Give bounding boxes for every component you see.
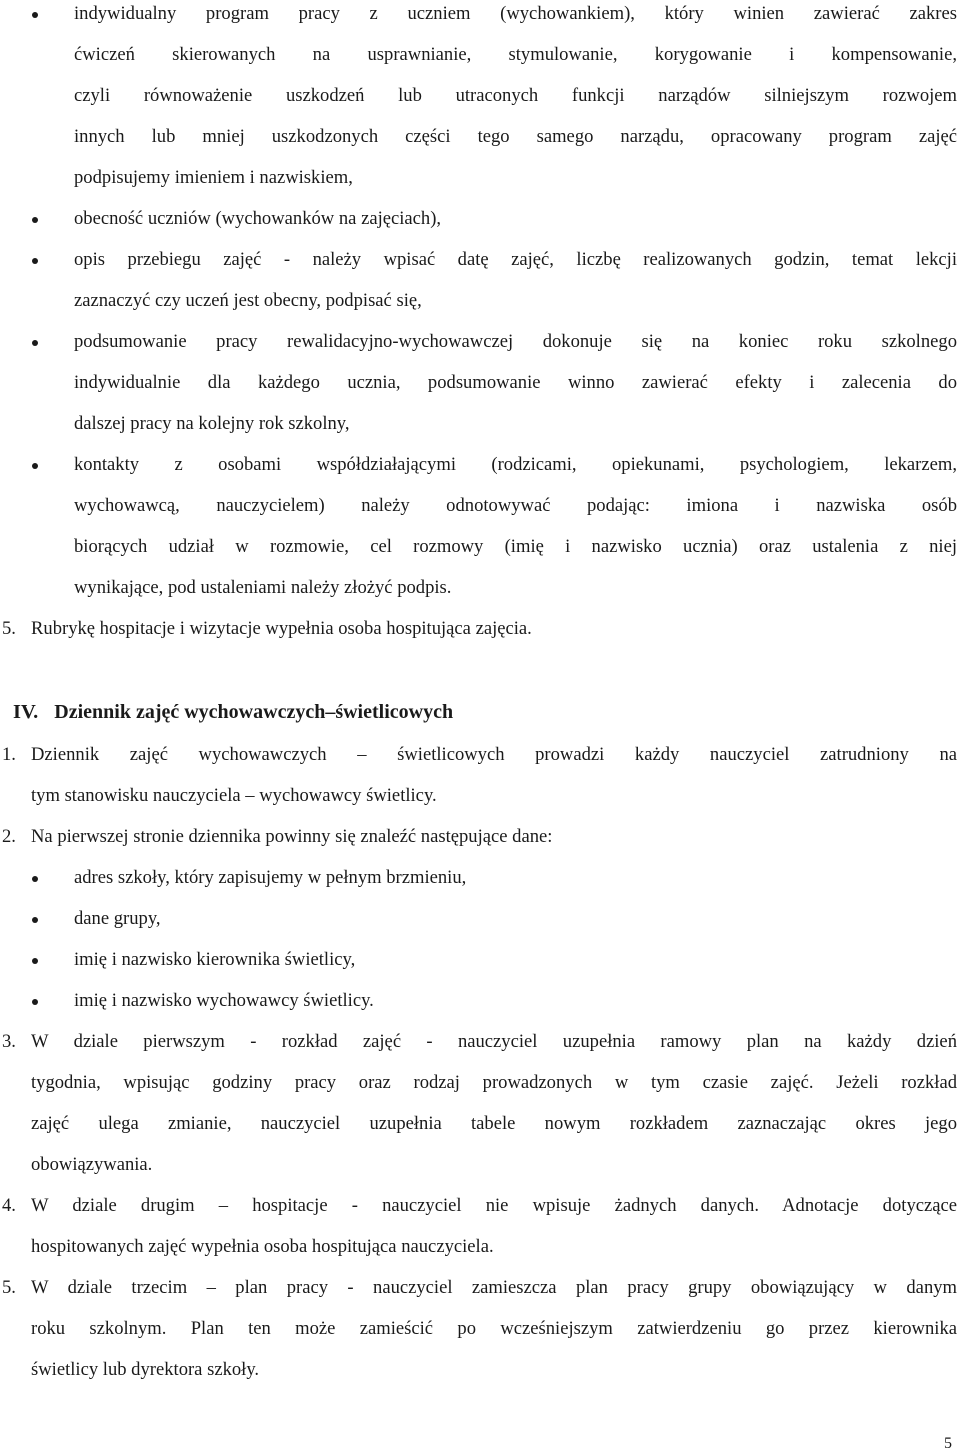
bullet-item-line: kontakty z osobami współdziałającymi (rodzicami, opiekunami, psychologiem, lekarzem, (74, 454, 957, 475)
list-number: 1. (2, 744, 16, 765)
numbered-item-line: Dziennik zajęć wychowawczych – świetlicowych prowadzi każdy nauczyciel zatrudniony na (31, 744, 957, 765)
bullet-item-line: innych lub mniej uszkodzonych części tego samego narządu, opracowany program zajęć (74, 126, 957, 147)
bullet-item-line: opis przebiegu zajęć - należy wpisać datę zajęć, liczbę realizowanych godzin, temat lekcji (74, 249, 957, 270)
numbered-item-line: zajęć ulega zmianie, nauczyciel uzupełnia tabele nowym rozkładem zaznaczając okres jego (31, 1113, 957, 1134)
numbered-item-line: Na pierwszej stronie dziennika powinny się znaleźć następujące dane: (31, 826, 553, 847)
numbered-item-line: obowiązywania. (31, 1154, 153, 1175)
numbered-item-line: roku szkolnym. Plan ten może zamieścić po wcześniejszym zatwierdzeniu go przez kierownika (31, 1318, 957, 1339)
bullet-item-line: podpisujemy imieniem i nazwiskiem, (74, 167, 353, 188)
numbered-item-line: W dziale pierwszym - rozkład zajęć - nauczyciel uzupełnia ramowy plan na każdy dzień (31, 1031, 957, 1052)
bullet-marker (32, 917, 38, 923)
bullet-marker (32, 12, 38, 18)
bullet-item-line: imię i nazwisko wychowawcy świetlicy. (74, 990, 374, 1011)
bullet-item-line: czyli równoważenie uszkodzeń lub utraconych funkcji narządów silniejszym rozwojem (74, 85, 957, 106)
numbered-item-line: tym stanowisku nauczyciela – wychowawcy świetlicy. (31, 785, 437, 806)
bullet-item-line: imię i nazwisko kierownika świetlicy, (74, 949, 356, 970)
bullet-marker (32, 463, 38, 469)
section-heading (13, 699, 453, 725)
numbered-item-line: tygodnia, wpisując godziny pracy oraz rodzaj prowadzonych w tym czasie zajęć. Jeżeli rozkład (31, 1072, 957, 1093)
bullet-item-line: wynikające, pod ustaleniami należy złożyć podpis. (74, 577, 452, 598)
list-number: 2. (2, 826, 16, 847)
bullet-item-line: zaznaczyć czy uczeń jest obecny, podpisać się, (74, 290, 422, 311)
bullet-item-line: obecność uczniów (wychowanków na zajęciach), (74, 208, 442, 229)
bullet-item-line: podsumowanie pracy rewalidacyjno-wychowawczej dokonuje się na koniec roku szkolnego (74, 331, 957, 352)
bullet-item-line: indywidualny program pracy z uczniem (wychowankiem), który winien zawierać zakres (74, 3, 957, 24)
bullet-marker (32, 340, 38, 346)
numbered-item-line: W dziale drugim – hospitacje - nauczyciel nie wpisuje żadnych danych. Adnotacje dotyczące (31, 1195, 957, 1216)
numbered-item-line: świetlicy lub dyrektora szkoły. (31, 1359, 260, 1380)
section-heading-text: Dziennik zajęć wychowawczych–świetlicowych (54, 701, 454, 723)
numbered-item-line: hospitowanych zajęć wypełnia osoba hospitująca nauczyciela. (31, 1236, 494, 1257)
bullet-item-line: adres szkoły, który zapisujemy w pełnym brzmieniu, (74, 867, 467, 888)
bullet-marker (32, 999, 38, 1005)
bullet-item-line: wychowawcą, nauczycielem) należy odnotowywać podając: imiona i nazwiska osób (74, 495, 957, 516)
section-heading-number: IV. (13, 701, 39, 723)
bullet-marker (32, 958, 38, 964)
bullet-item-line: dalszej pracy na kolejny rok szkolny, (74, 413, 350, 434)
bullet-marker (32, 258, 38, 264)
numbered-item-line: Rubrykę hospitacje i wizytacje wypełnia osoba hospitująca zajęcia. (31, 618, 532, 639)
list-number: 5. (2, 618, 16, 639)
numbered-item-line: W dziale trzecim – plan pracy - nauczyciel zamieszcza plan pracy grupy obowiązujący w danym (31, 1277, 957, 1298)
bullet-marker (32, 876, 38, 882)
bullet-item-line: ćwiczeń skierowanych na usprawnianie, stymulowanie, korygowanie i kompensowanie, (74, 44, 957, 65)
bullet-item-line: dane grupy, (74, 908, 161, 929)
bullet-item-line: biorących udział w rozmowie, cel rozmowy (imię i nazwisko ucznia) oraz ustalenia z niej (74, 536, 957, 557)
bullet-item-line: indywidualnie dla każdego ucznia, podsumowanie winno zawierać efekty i zalecenia do (74, 372, 957, 393)
list-number: 3. (2, 1031, 16, 1052)
page-number: 5 (944, 1435, 952, 1452)
list-number: 4. (2, 1195, 16, 1216)
list-number: 5. (2, 1277, 16, 1298)
bullet-marker (32, 217, 38, 223)
